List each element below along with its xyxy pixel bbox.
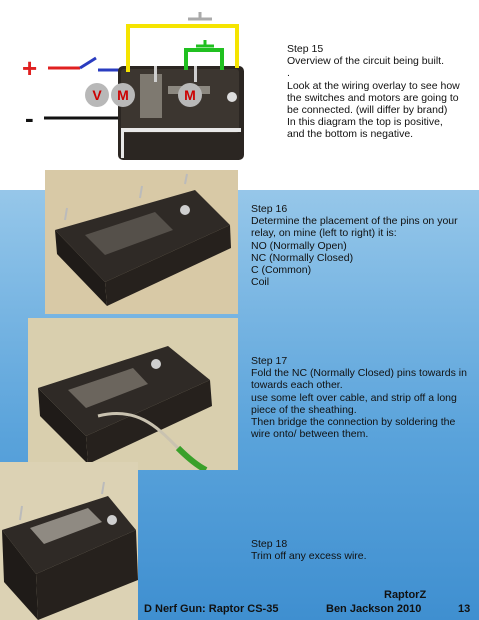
footer-page-number: 13 [458, 603, 471, 615]
step-17 [251, 355, 467, 440]
positive-symbol: + [22, 53, 38, 83]
step-18 [251, 538, 367, 562]
voltmeter-icon [85, 83, 109, 107]
step-15-line: In this diagram the top is positive, [287, 116, 443, 129]
step-17-line: Fold the NC (Normally Closed) pins towards in [251, 367, 467, 380]
step16-photo [45, 170, 238, 314]
step-17-line: wire onto/ between them. [251, 428, 369, 441]
step-15-line: Overview of the circuit being built. [287, 55, 444, 68]
footer-author-handle: RaptorZ [384, 589, 427, 601]
step-16-line: NO (Normally Open) [251, 239, 347, 252]
step-17-line: piece of the sheathing. [251, 403, 357, 416]
step-16 [251, 203, 458, 288]
footer-document-title: D Nerf Gun: Raptor CS-35 [144, 603, 279, 615]
step-15-line: the switches and motors are going to [287, 91, 459, 104]
negative-symbol: - [25, 103, 34, 133]
relay-diagram [118, 66, 244, 160]
step-15 [287, 43, 460, 141]
top-switch-icon [188, 12, 212, 19]
wiring-diagram [0, 0, 272, 185]
step-15-line: and the bottom is negative. [287, 128, 414, 141]
step17-photo [28, 318, 238, 470]
motor-right-icon [178, 83, 202, 107]
step-16-title: Step 16 [251, 203, 288, 215]
step-17-line: Then bridge the connection by soldering the [251, 416, 456, 429]
footer-author: Ben Jackson 2010 [326, 603, 422, 615]
switch-lever [80, 58, 96, 68]
step-16-line: C (Common) [251, 264, 312, 277]
voltmeter-label: V [92, 87, 102, 103]
step-15-line: . [287, 67, 290, 80]
step-16-line: Determine the placement of the pins on your [251, 215, 458, 228]
step-15-title: Step 15 [287, 43, 324, 55]
motor-left-icon [111, 83, 135, 107]
step-15-line: be connected. (will differ by brand) [287, 104, 448, 117]
step-18-line: Trim off any excess wire. [251, 550, 367, 563]
motor-right-label: M [184, 87, 196, 103]
step-17-line: use some left over cable, and strip off a long [251, 391, 457, 404]
step-17-line: towards each other. [251, 379, 343, 392]
step-16-line: Coil [251, 276, 270, 289]
step-18-title: Step 18 [251, 538, 288, 550]
step-17-title: Step 17 [251, 355, 288, 367]
step-15-line: Look at the wiring overlay to see how [287, 79, 460, 92]
motor-left-label: M [117, 87, 129, 103]
step-16-line: relay, on mine (left to right) it is: [251, 227, 397, 240]
step-16-line: NC (Normally Closed) [251, 251, 354, 264]
step18-photo [0, 462, 138, 620]
